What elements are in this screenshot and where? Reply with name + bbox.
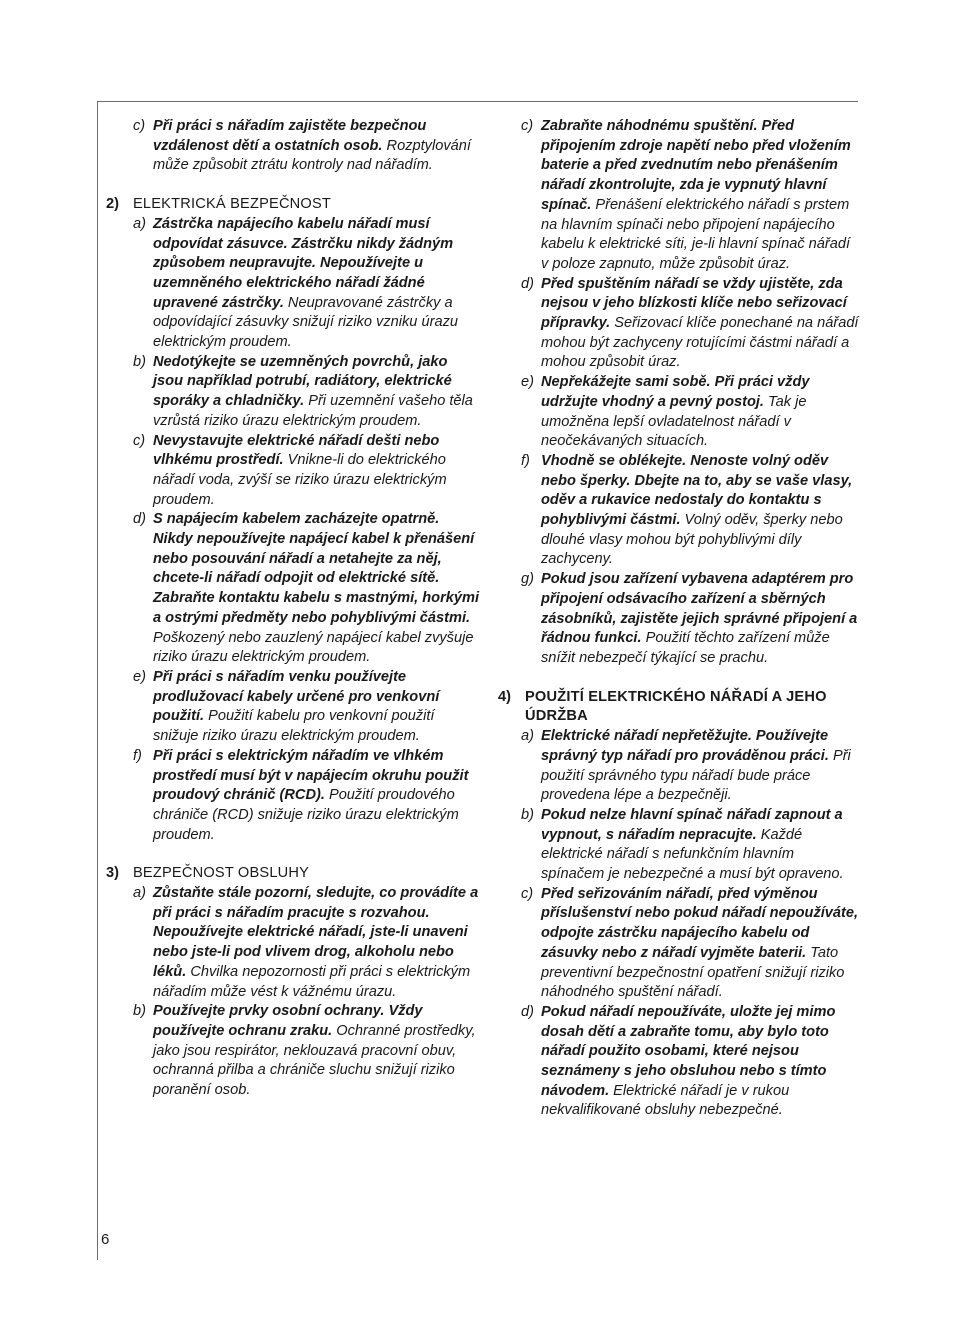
item-normal-text: Přenášení elektrického nářadí s prstem na hlavním spínači nebo připojení napájecího kabelu k elektrické síti, je-li hlavní spínač nářadí v poloze zapnuto, může způsobit úraz.	[541, 196, 851, 272]
item-bold-text: Při práci s nářadím zajistěte bezpečnou vzdálenost dětí a ostatních osob.	[153, 118, 427, 154]
item-bold-text: Zůstaňte stále pozorní, sledujte, co provádíte a při práci s nářadím pracujte s rozvahou. Nepoužívejte elektrické nářadí, jste-li unaveni nebo jste-li pod vlivem drog, alkoholu nebo léků.	[153, 885, 479, 980]
item-normal-text: Tak je umožněna lepší ovladatelnost nářadí v neočekávaných situacích.	[541, 393, 807, 450]
item-normal-text: Při použití správného typu nářadí bude práce provedena lépe a bezpečněji.	[541, 747, 851, 804]
top-rule	[97, 101, 858, 102]
item-label: e)	[521, 374, 534, 391]
item-normal-text: Použití proudového chrániče (RCD) snižuje riziko úrazu elektrickým proudem.	[153, 787, 459, 843]
list-item	[498, 117, 860, 275]
list-item	[106, 747, 481, 846]
list-item	[498, 570, 860, 669]
section-title: POUŽITÍ ELEKTRICKÉHO NÁŘADÍ A JEHO ÚDRŽBA	[525, 688, 827, 725]
item-normal-text: Při uzemnění vašeho těla vzrůstá riziko úrazu elektrickým proudem.	[153, 393, 473, 429]
item-normal-text: Ochranné prostředky, jako jsou respirátor, neklouzavá pracovní obuv, ochranná přilba a chrániče sluchu snižují riziko poranění osob.	[153, 1022, 476, 1099]
item-bold-text: Pokud nářadí nepoužíváte, uložte jej mimo dosah dětí a zabraňte tomu, aby bylo toto nářadí použito osobami, které nejsou seznámeny s jeho obsluhou nebo s tímto návodem.	[541, 1003, 836, 1099]
item-normal-text: Rozptylování může způsobit ztrátu kontroly nad nářadím.	[153, 137, 471, 174]
item-label: d)	[521, 1003, 534, 1020]
item-bold-text: Nevystavujte elektrické nářadí dešti nebo vlhkému prostředí.	[153, 432, 440, 469]
list-item	[106, 353, 481, 432]
item-label: f)	[521, 452, 530, 469]
list-item	[498, 275, 860, 374]
section-3-heading	[106, 864, 481, 884]
item-bold-text: Při práci s nářadím venku používejte prodlužovací kabely určené pro venkovní použití.	[153, 668, 440, 725]
list-item	[498, 806, 860, 885]
item-label: d)	[521, 275, 534, 292]
list-item	[106, 432, 481, 511]
list-item	[498, 452, 860, 570]
item-normal-text: Elektrické nářadí je v rukou nekvalifikované obsluhy nebezpečné.	[541, 1082, 790, 1119]
item-normal-text: Použití těchto zařízení může snížit nebezpečí týkající se prachu.	[541, 630, 830, 666]
item-label: b)	[133, 353, 146, 370]
item-label: a)	[521, 728, 534, 745]
list-item	[106, 510, 481, 668]
item-bold-text: Pokud jsou zařízení vybavena adaptérem pro připojení odsávacího zařízení a sběrných zásobníků, zajistěte jejich správné připojení a řádnou funkci.	[541, 571, 858, 647]
right-column	[498, 117, 860, 1121]
item-normal-text: Použití kabelu pro venkovní použití snižuje riziko úrazu elektrickým proudem.	[153, 708, 435, 745]
item-label: e)	[133, 668, 146, 685]
item-bold-text: Před seřizováním nářadí, před výměnou příslušenství nebo pokud nářadí nepoužíváte, odpojte zástrčku napájecího kabelu od zásuvky nebo z nářadí vyjměte baterii.	[541, 885, 859, 961]
item-label: b)	[133, 1003, 146, 1020]
item-normal-text: Poškozený nebo zauzlený napájecí kabel zvyšuje riziko úrazu elektrickým proudem.	[153, 629, 474, 666]
section-title: BEZPEČNOST OBSLUHY	[133, 865, 310, 882]
section-number: 3)	[106, 865, 119, 882]
item-label: c)	[521, 118, 534, 134]
item-bold-text: Před spuštěním nářadí se vždy ujistěte, zda nejsou v jeho blízkosti klíče nebo seřizovací přípravky.	[541, 275, 847, 332]
section-number: 2)	[106, 196, 119, 213]
item-label: g)	[521, 571, 534, 588]
item-bold-text: Elektrické nářadí nepřetěžujte. Používejte správný typ nářadí pro prováděnou práci.	[541, 728, 829, 764]
left-rule	[97, 101, 98, 1260]
item-bold-text: Používejte prvky osobní ochrany. Vždy používejte ochranu zraku.	[153, 1003, 423, 1039]
item-normal-text: Volný oděv, šperky nebo dlouhé vlasy mohou být pohyblivými díly zachyceny.	[541, 512, 843, 568]
item-label: c)	[133, 432, 146, 449]
item-label: c)	[521, 885, 534, 902]
list-item	[498, 1003, 860, 1121]
section-title: ELEKTRICKÁ BEZPEČNOST	[133, 196, 332, 213]
list-item	[106, 884, 481, 1002]
item-bold-text: Pokud nelze hlavní spínač nářadí zapnout a vypnout, s nářadím nepracujte.	[541, 806, 843, 843]
item-bold-text: Vhodně se oblékejte. Nenoste volný oděv nebo šperky. Dbejte na to, aby se vaše vlasy, oděv a rukavice nedostaly do kontaktu s pohyblivými částmi.	[541, 452, 853, 529]
list-item	[498, 727, 860, 806]
item-bold-text: S napájecím kabelem zacházejte opatrně. Nikdy nepoužívejte napájecí kabel k přenášení nebo posouvání nářadí a netahejte za něj, chcete-li nářadí odpojit od elektrické sítě. Zabraňte kontaktu kabelu s mastnými, horkými a ostrými předměty nebo pohyblivými částmi.	[153, 511, 480, 626]
item-normal-text: Každé elektrické nářadí s nefunkčním hlavním spínačem je nebezpečné a musí být opraveno.	[541, 826, 844, 883]
item-label: d)	[133, 511, 146, 528]
left-column	[106, 117, 481, 1101]
list-item	[498, 373, 860, 452]
item-bold-text: Při práci s elektrickým nářadím ve vlhkém prostředí musí být v napájecím okruhu použit proudový chránič (RCD).	[153, 747, 469, 804]
list-item	[106, 215, 481, 353]
item-label: b)	[521, 806, 534, 823]
page-number: 6	[101, 1231, 110, 1248]
item-label: a)	[133, 215, 146, 232]
section-4-heading	[498, 688, 860, 727]
item-label: a)	[133, 885, 146, 902]
item-normal-text: Neupravované zástrčky a odpovídající zásuvky snižují riziko vzniku úrazu elektrickým proudem.	[153, 294, 458, 351]
item-bold-text: Nedotýkejte se uzemněných povrchů, jako jsou například potrubí, radiátory, elektrické sporáky a chladničky.	[153, 353, 452, 410]
list-item	[106, 1002, 481, 1101]
list-item	[498, 885, 860, 1003]
item-bold-text: Zástrčka napájecího kabelu nářadí musí odpovídat zásuvce. Zástrčku nikdy žádným způsobem neupravujte. Nepoužívejte u uzemněného elektrického nářadí žádné upravené zástrčky.	[153, 215, 454, 311]
list-item	[106, 668, 481, 747]
item-label: f)	[133, 747, 142, 764]
item-bold-text: Nepřekážejte sami sobě. Při práci vždy udržujte vhodný a pevný postoj.	[541, 374, 810, 410]
item-normal-text: Chvilka nepozornosti při práci s elektrickým nářadím může vést k vážnému úrazu.	[153, 963, 471, 1000]
item-normal-text: Vnikne-li do elektrického nářadí voda, zvýší se riziko úrazu elektrickým proudem.	[153, 452, 447, 508]
list-item-1c	[106, 117, 481, 176]
item-normal-text: Tato preventivní bezpečnostní opatření snižují riziko náhodného spuštění nářadí.	[541, 944, 845, 1001]
item-normal-text: Seřizovací klíče ponechané na nářadí mohou být zachyceny rotujícími částmi nářadí a mohou způsobit úraz.	[541, 315, 859, 371]
section-number: 4)	[498, 688, 511, 705]
section-2-heading	[106, 195, 481, 215]
item-label: c)	[133, 118, 146, 134]
item-bold-text: Zabraňte náhodnému spuštění. Před připojením zdroje napětí nebo před vložením baterie a před zvednutím nebo přenášením nářadí zkontrolujte, zda je vypnutý hlavní spínač.	[541, 118, 851, 213]
